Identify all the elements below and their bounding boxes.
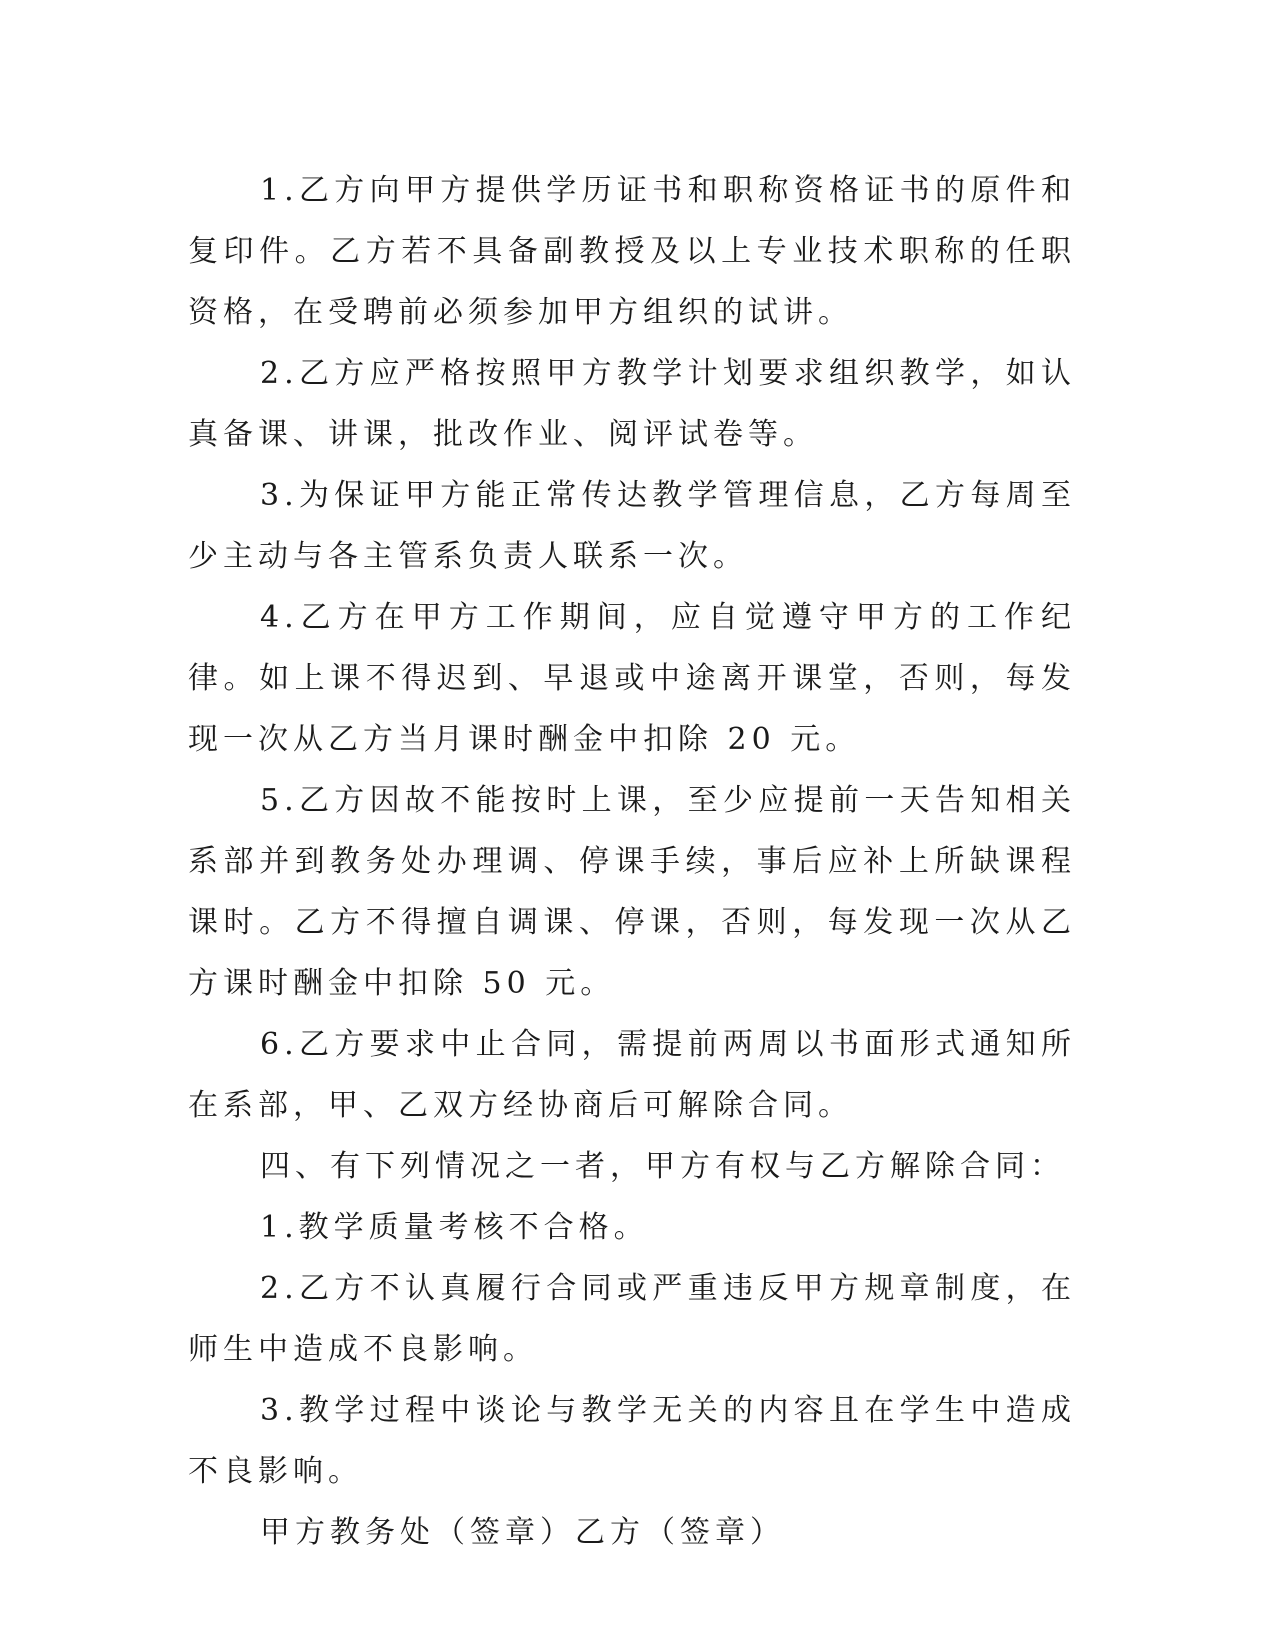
paragraph-unrelated-content: 3.教学过程中谈论与教学无关的内容且在学生中造成不良影响。: [188, 1393, 1076, 1489]
signature-line: 甲方教务处（签章）乙方（签章）: [260, 1515, 785, 1550]
document-body: [188, 160, 1076, 1563]
paragraph-absence-procedure: 5.乙方因故不能按时上课，至少应提前一天告知相关系部并到教务处办理调、停课手续，事后应补上所缺课程课时。乙方不得擅自调课、停课，否则，每发现一次从乙方课时酬金中扣除 50 元。: [188, 783, 1076, 1001]
paragraph-work-discipline: 4.乙方在甲方工作期间，应自觉遵守甲方的工作纪律。如上课不得迟到、早退或中途离开课堂，否则，每发现一次从乙方当月课时酬金中扣除 20 元。: [188, 600, 1076, 757]
section-heading-termination-conditions: 四、有下列情况之一者，甲方有权与乙方解除合同：: [260, 1149, 1065, 1184]
paragraph-quality-assessment: 1.教学质量考核不合格。: [260, 1210, 649, 1245]
paragraph-rule-violation: 2.乙方不认真履行合同或严重违反甲方规章制度，在师生中造成不良影响。: [188, 1271, 1076, 1367]
paragraph-teaching-plan: 2.乙方应严格按照甲方教学计划要求组织教学，如认真备课、讲课，批改作业、阅评试卷等。: [188, 356, 1076, 452]
paragraph-weekly-contact: 3.为保证甲方能正常传达教学管理信息，乙方每周至少主动与各主管系负责人联系一次。: [188, 478, 1076, 574]
paragraph-qualification-certificates: 1.乙方向甲方提供学历证书和职称资格证书的原件和复印件。乙方若不具备副教授及以上专业技术职称的任职资格，在受聘前必须参加甲方组织的试讲。: [188, 173, 1076, 330]
paragraph-contract-termination-request: 6.乙方要求中止合同，需提前两周以书面形式通知所在系部，甲、乙双方经协商后可解除合同。: [188, 1027, 1076, 1123]
